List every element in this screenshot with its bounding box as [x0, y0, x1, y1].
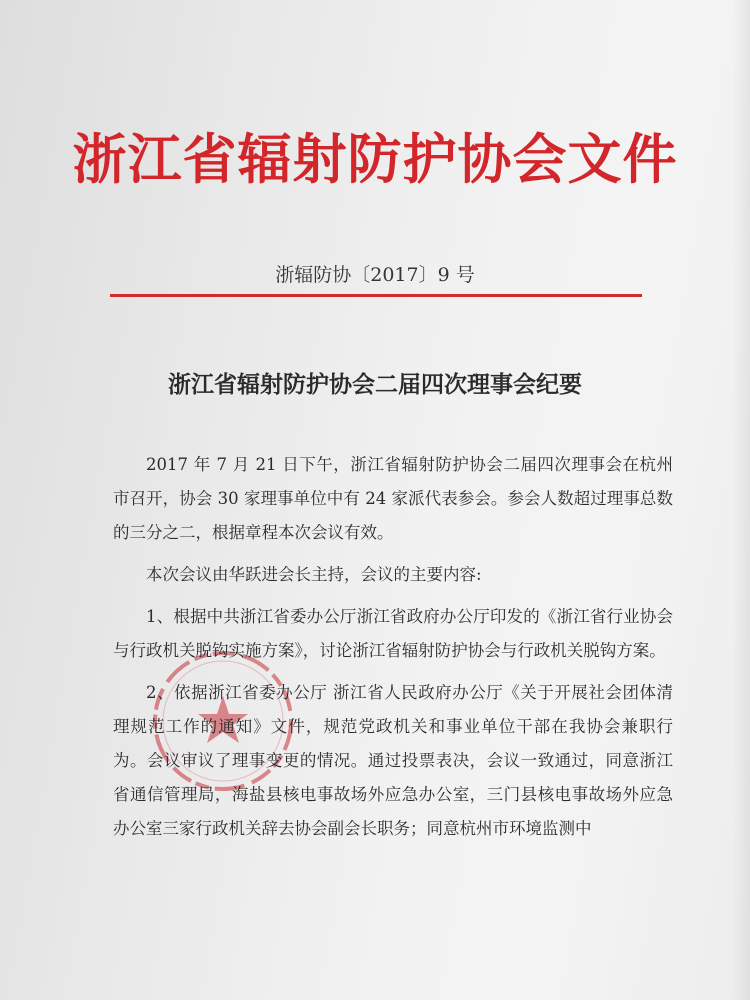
paragraph-meeting-intro: 2017 年 7 月 21 日下午，浙江省辐射防护协会二届四次理事会在杭州市召开，协会 30 家理事单位中有 24 家派代表参会。参会人数超过理事总数的三分之二，根据章程本次会议有效。 [113, 455, 673, 542]
document-body [113, 448, 673, 854]
paragraph-item-1: 1、根据中共浙江省委办公厅浙江省政府办公厅印发的《浙江省行业协会与行政机关脱钩实施方案》，讨论浙江省辐射防护协会与行政机关脱钩方案。 [113, 607, 673, 660]
red-divider-line [110, 294, 642, 297]
document-title: 浙江省辐射防护协会二届四次理事会纪要 [168, 371, 582, 398]
document-header-title: 浙江省辐射防护协会文件 [72, 128, 678, 191]
document-number: 浙辐防协〔2017〕9 号 [275, 264, 475, 286]
paragraph-chair: 本次会议由华跃进会长主持，会议的主要内容: [146, 565, 482, 584]
paragraph-item-2: 2、依据浙江省委办公厅 浙江省人民政府办公厅《关于开展社会团体清理规范工作的通知》文件，规范党政机关和事业单位干部在我协会兼职行为。会议审议了理事变更的情况。通过投票表决，会议一致通过，同意浙江省通信管理局，海盐县核电事故场外应急办公室，三门县核电事故场外应急办公室三家行政机关辞去协会副会长职务；同意杭州市环境监测中 [113, 683, 673, 838]
